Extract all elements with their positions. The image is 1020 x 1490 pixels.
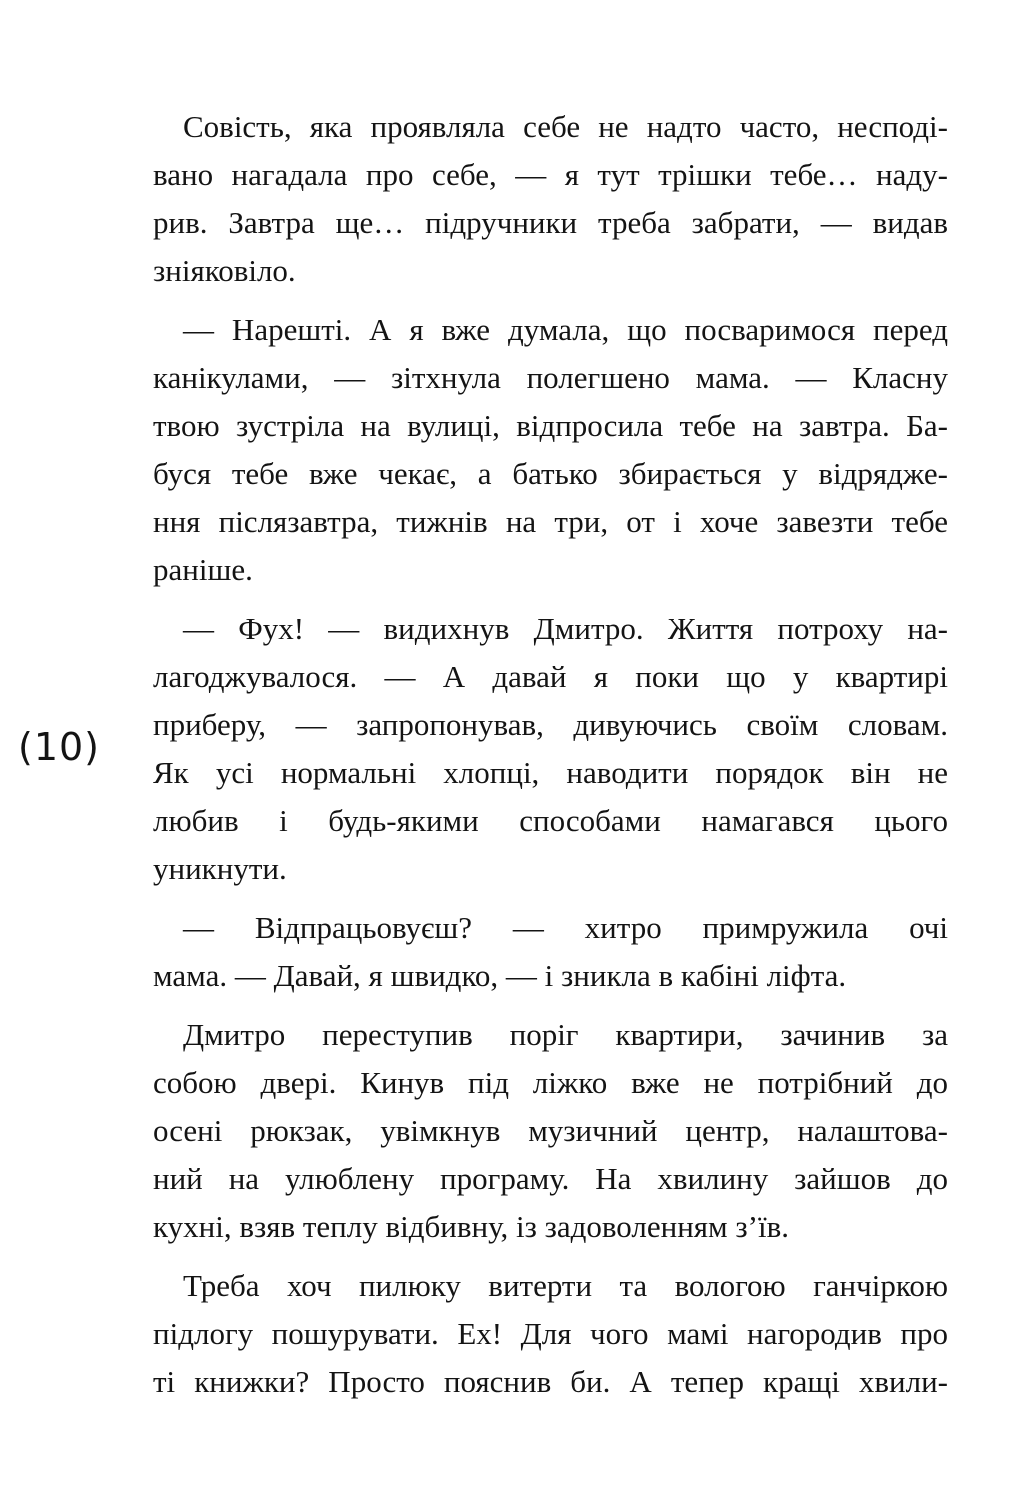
- text-line: осені рюкзак, увімкнув музичний центр, налаштова-: [153, 1113, 948, 1148]
- paragraph-5: [153, 1011, 948, 1251]
- text-line: буся тебе вже чекає, а батько збирається у відрядже-: [153, 456, 948, 491]
- text-line: ний на улюблену програму. На хвилину зайшов до: [153, 1161, 948, 1196]
- text-line: ті книжки? Просто пояснив би. А тепер кращі хвили-: [153, 1364, 948, 1399]
- text-line: лагоджувалося. — А давай я поки що у квартирі: [153, 659, 948, 694]
- text-line: зніяковіло.: [153, 253, 296, 288]
- paragraph-6: [153, 1262, 948, 1406]
- text-line: ння післязавтра, тижнів на три, от і хоче завезти тебе: [153, 504, 948, 539]
- paragraph-4: [153, 904, 948, 1000]
- text-line: Як усі нормальні хлопці, наводити порядок він не: [153, 755, 948, 790]
- text-line: вано нагадала про себе, — я тут трішки тебе… наду-: [153, 157, 948, 192]
- text-line: приберу, — запропонував, дивуючись своїм словам.: [153, 707, 948, 742]
- text-line: кухні, взяв теплу відбивну, із задоволенням з’їв.: [153, 1209, 789, 1244]
- text-line: рив. Завтра ще… підручники треба забрати, — видав: [153, 205, 948, 240]
- text-line: канікулами, — зітхнула полегшено мама. — Класну: [153, 360, 948, 395]
- paragraph-1: [153, 103, 948, 295]
- text-line: собою двері. Кинув під ліжко вже не потрібний до: [153, 1065, 948, 1100]
- text-line: підлогу пошурувати. Ех! Для чого мамі нагородив про: [153, 1316, 948, 1351]
- text-column: [153, 103, 948, 1406]
- text-line: — Відпрацьовуєш? — хитро примружила очі: [183, 910, 948, 945]
- paragraph-3: [153, 605, 948, 893]
- text-line: Треба хоч пилюку витерти та вологою ганчіркою: [183, 1268, 948, 1303]
- text-line: раніше.: [153, 552, 253, 587]
- text-line: мама. — Давай, я швидко, — і зникла в кабіні ліфта.: [153, 958, 847, 993]
- text-line: — Нарешті. А я вже думала, що посваримося перед: [183, 312, 948, 347]
- text-line: Дмитро переступив поріг квартири, зачинив за: [183, 1017, 948, 1052]
- text-line: Совість, яка проявляла себе не надто часто, несподі-: [183, 109, 948, 144]
- text-line: уникнути.: [153, 851, 287, 886]
- page-number: (10): [18, 725, 101, 769]
- paragraph-2: [153, 306, 948, 594]
- text-line: любив і будь-якими способами намагався цього: [153, 803, 948, 838]
- text-line: твою зустріла на вулиці, відпросила тебе на завтра. Ба-: [153, 408, 948, 443]
- text-line: — Фух! — видихнув Дмитро. Життя потроху на-: [183, 611, 948, 646]
